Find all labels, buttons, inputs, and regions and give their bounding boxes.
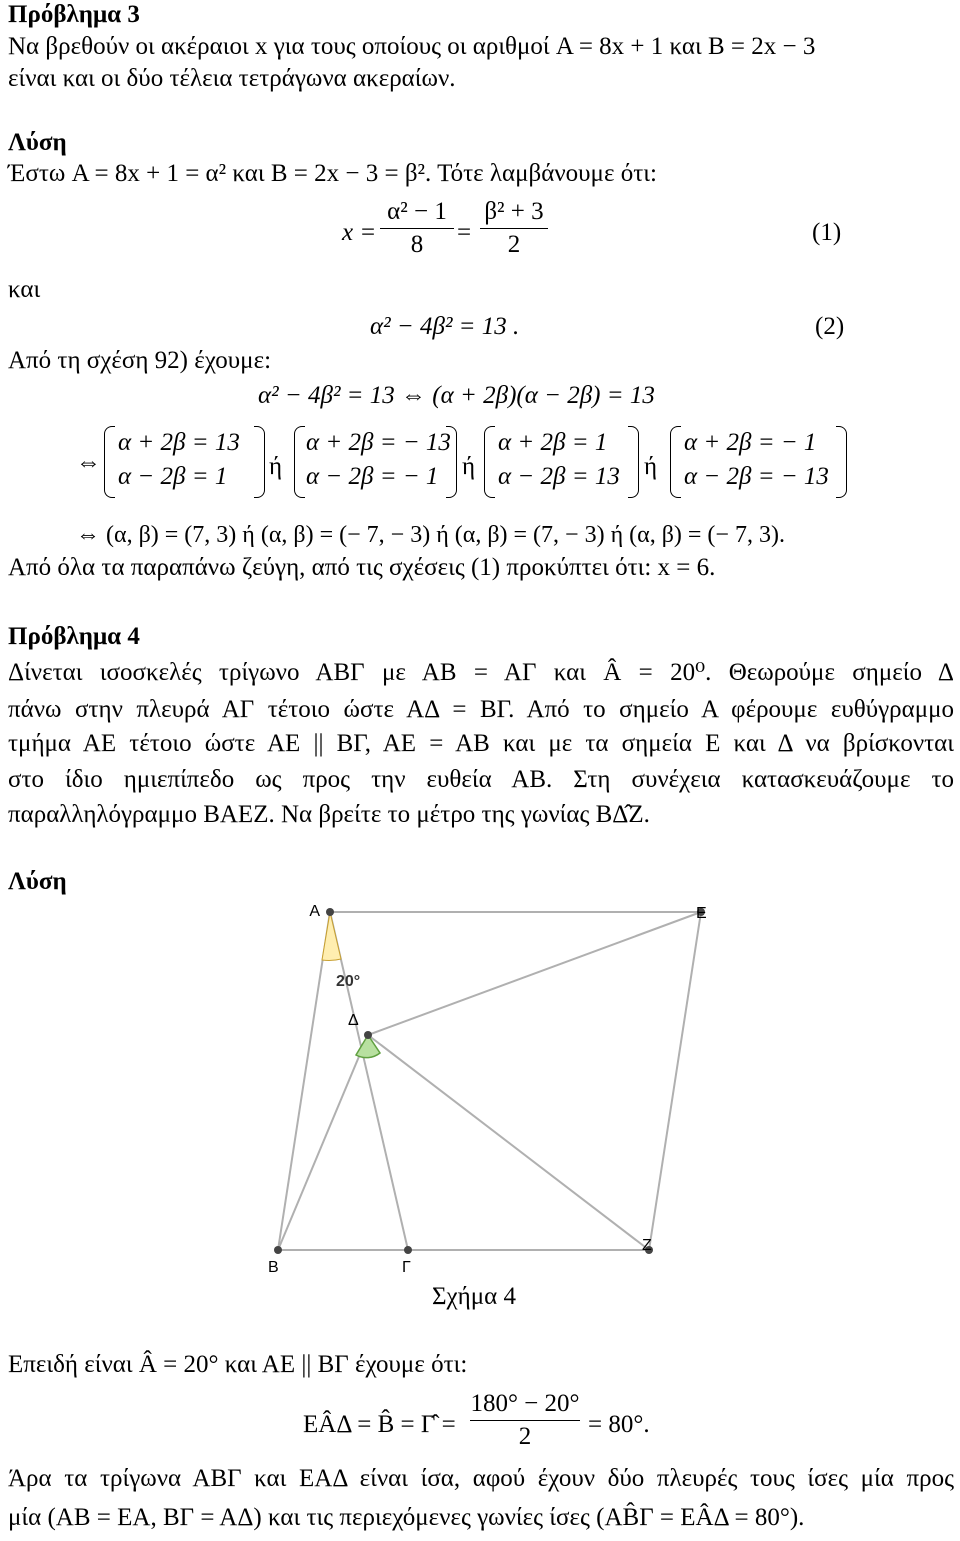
angle-eq-fraction	[470, 1390, 580, 1451]
problem3-conclusion: Από όλα τα παραπάνω ζεύγη, από τις σχέσεις (1) προκύπτει ότι: x = 6.	[8, 554, 716, 581]
fraction-bar	[380, 228, 454, 229]
eq3-factorization: α² − 4β² = 13 ⇔ (α + 2β)(α − 2β) = 13	[258, 382, 655, 409]
or-word: ή	[644, 453, 658, 480]
fraction-bar	[470, 1420, 580, 1421]
or-word: ή	[462, 453, 476, 480]
figure-caption: Σχήμα 4	[432, 1283, 516, 1310]
point-G	[404, 1246, 412, 1254]
eq1-tag: (1)	[812, 219, 842, 246]
system-2-row-2: α − 2β = − 1	[306, 463, 439, 490]
system-3-row-1: α + 2β = 1	[498, 429, 608, 456]
system-2	[306, 426, 451, 494]
problem4-paragraph-line-1: Δίνεται ισοσκελές τρίγωνο ΑΒΓ με ΑΒ = ΑΓ και Â = 20⁰. Θεωρούμε σημείο Δ	[8, 659, 954, 686]
angle-eq-numerator: 180° − 20°	[470, 1390, 580, 1417]
final-line-2: μία (ΑΒ = ΕΑ, ΒΓ = ΑΔ) και τις περιεχόμενες γωνίες ίσες (ΑB̂Γ = ΕÂΔ = 80°).	[8, 1504, 805, 1531]
segment-AB	[278, 912, 330, 1250]
eq2: α² − 4β² = 13 .	[370, 313, 520, 340]
geometry-figure	[250, 890, 730, 1290]
segment-AG	[330, 912, 408, 1250]
problem3-let-line: Έστω A = 8x + 1 = α² και B = 2x − 3 = β². Τότε λαμβάνουμε ότι:	[8, 160, 657, 187]
label-A: A	[309, 903, 320, 920]
point-B	[274, 1246, 282, 1254]
system-4-row-2: α − 2β = − 13	[684, 463, 829, 490]
eq2-tag: (2)	[815, 313, 845, 340]
system-3-left-brace	[484, 426, 495, 498]
system-4-left-brace	[670, 426, 681, 498]
segment-DZ	[368, 1035, 649, 1250]
eq1-fraction-2	[480, 198, 548, 259]
problem4-paragraph-line-3: τμήμα ΑΕ τέτοιο ώστε ΑΕ || ΒΓ, ΑΕ = ΑΒ και με τα σημεία Ε και Δ να βρίσκονται	[8, 730, 954, 757]
system-4	[684, 426, 829, 494]
system-3-row-2: α − 2β = 13	[498, 463, 620, 490]
segment-DB	[278, 1035, 368, 1250]
eq1-frac1-numerator: α² − 1	[387, 198, 447, 225]
point-A	[326, 908, 334, 916]
equivalence-arrow: ⇔	[76, 449, 101, 476]
system-1-row-1: α + 2β = 13	[118, 429, 240, 456]
problem3-statement-line2: είναι και οι δύο τέλεια τετράγωνα ακεραίων.	[8, 65, 456, 92]
eq1-equals: =	[457, 219, 472, 246]
system-2-left-brace	[294, 426, 305, 498]
system-4-row-1: α + 2β = − 1	[684, 429, 817, 456]
eq1-lhs: x =	[342, 219, 377, 246]
system-1-right-brace	[254, 426, 265, 498]
eq1-frac2-denominator: 2	[507, 231, 521, 258]
system-2-row-1: α + 2β = − 13	[306, 429, 451, 456]
problem4-paragraph-line-4: στο ίδιο ημιεπίπεδο ως προς την ευθεία ΑΒ. Στη συνέχεια κατασκευάζουμε το	[8, 766, 954, 793]
system-3-right-brace	[628, 426, 639, 498]
point-D	[364, 1031, 372, 1039]
eq1-fraction-1	[380, 198, 454, 259]
angle-eq-rhs: = 80°.	[588, 1411, 650, 1438]
angle-eq-denominator: 2	[518, 1423, 532, 1450]
label-Z: Z	[642, 1237, 652, 1254]
problem3-title: Πρόβλημα 3	[8, 1, 140, 28]
label-D: Δ	[348, 1012, 359, 1029]
problem3-solution-title: Λύση	[8, 129, 67, 156]
system-2-right-brace	[446, 426, 457, 498]
problem4-paragraph-line-5: παραλληλόγραμμο ΒΑΕΖ. Να βρείτε το μέτρο της γωνίας ΒΔ̂Ζ.	[8, 801, 650, 828]
problem4-solution-title: Λύση	[8, 868, 67, 895]
eq1-frac1-denominator: 8	[410, 231, 424, 258]
system-3	[498, 426, 620, 494]
angle-A-marker	[322, 912, 341, 961]
problem4-paragraph-line-2: πάνω στην πλευρά ΑΓ τέτοιο ώστε ΑΔ = ΒΓ. Από το σημείο Α φέρουμε ευθύγραμμο	[8, 696, 954, 723]
label-E: E	[696, 905, 707, 922]
system-1-left-brace	[104, 426, 115, 498]
angle-eq-lhs: ΕÂΔ = B̂ = Γ̂ =	[303, 1411, 456, 1438]
pairs-line: ⇔ (α, β) = (7, 3) ή (α, β) = (− 7, − 3) ή (α, β) = (7, − 3) ή (α, β) = (− 7, 3).	[76, 522, 785, 548]
label-G: Γ	[402, 1259, 411, 1276]
from-relation-line: Από τη σχέση 92) έχουμε:	[8, 347, 272, 374]
segment-DE	[368, 912, 701, 1035]
segment-EZ	[649, 912, 701, 1250]
since-line: Επειδή είναι Â = 20° και ΑΕ || ΒΓ έχουμε ότι:	[8, 1351, 468, 1378]
problem4-title: Πρόβλημα 4	[8, 623, 140, 650]
angle-A-label: 20°	[336, 973, 361, 990]
system-1	[118, 426, 240, 494]
and-word: και	[8, 276, 41, 303]
eq1-frac2-numerator: β² + 3	[484, 198, 544, 225]
label-B: B	[268, 1259, 279, 1276]
system-4-right-brace	[836, 426, 847, 498]
final-line-1: Άρα τα τρίγωνα ΑΒΓ και ΕΑΔ είναι ίσα, αφού έχουν δύο πλευρές τους ίσες μία προς	[8, 1465, 954, 1492]
fraction-bar	[480, 228, 548, 229]
system-1-row-2: α − 2β = 1	[118, 463, 228, 490]
problem3-statement-line1: Να βρεθούν οι ακέραιοι x για τους οποίους οι αριθμοί A = 8x + 1 και B = 2x − 3	[8, 33, 816, 60]
or-word: ή	[269, 453, 283, 480]
